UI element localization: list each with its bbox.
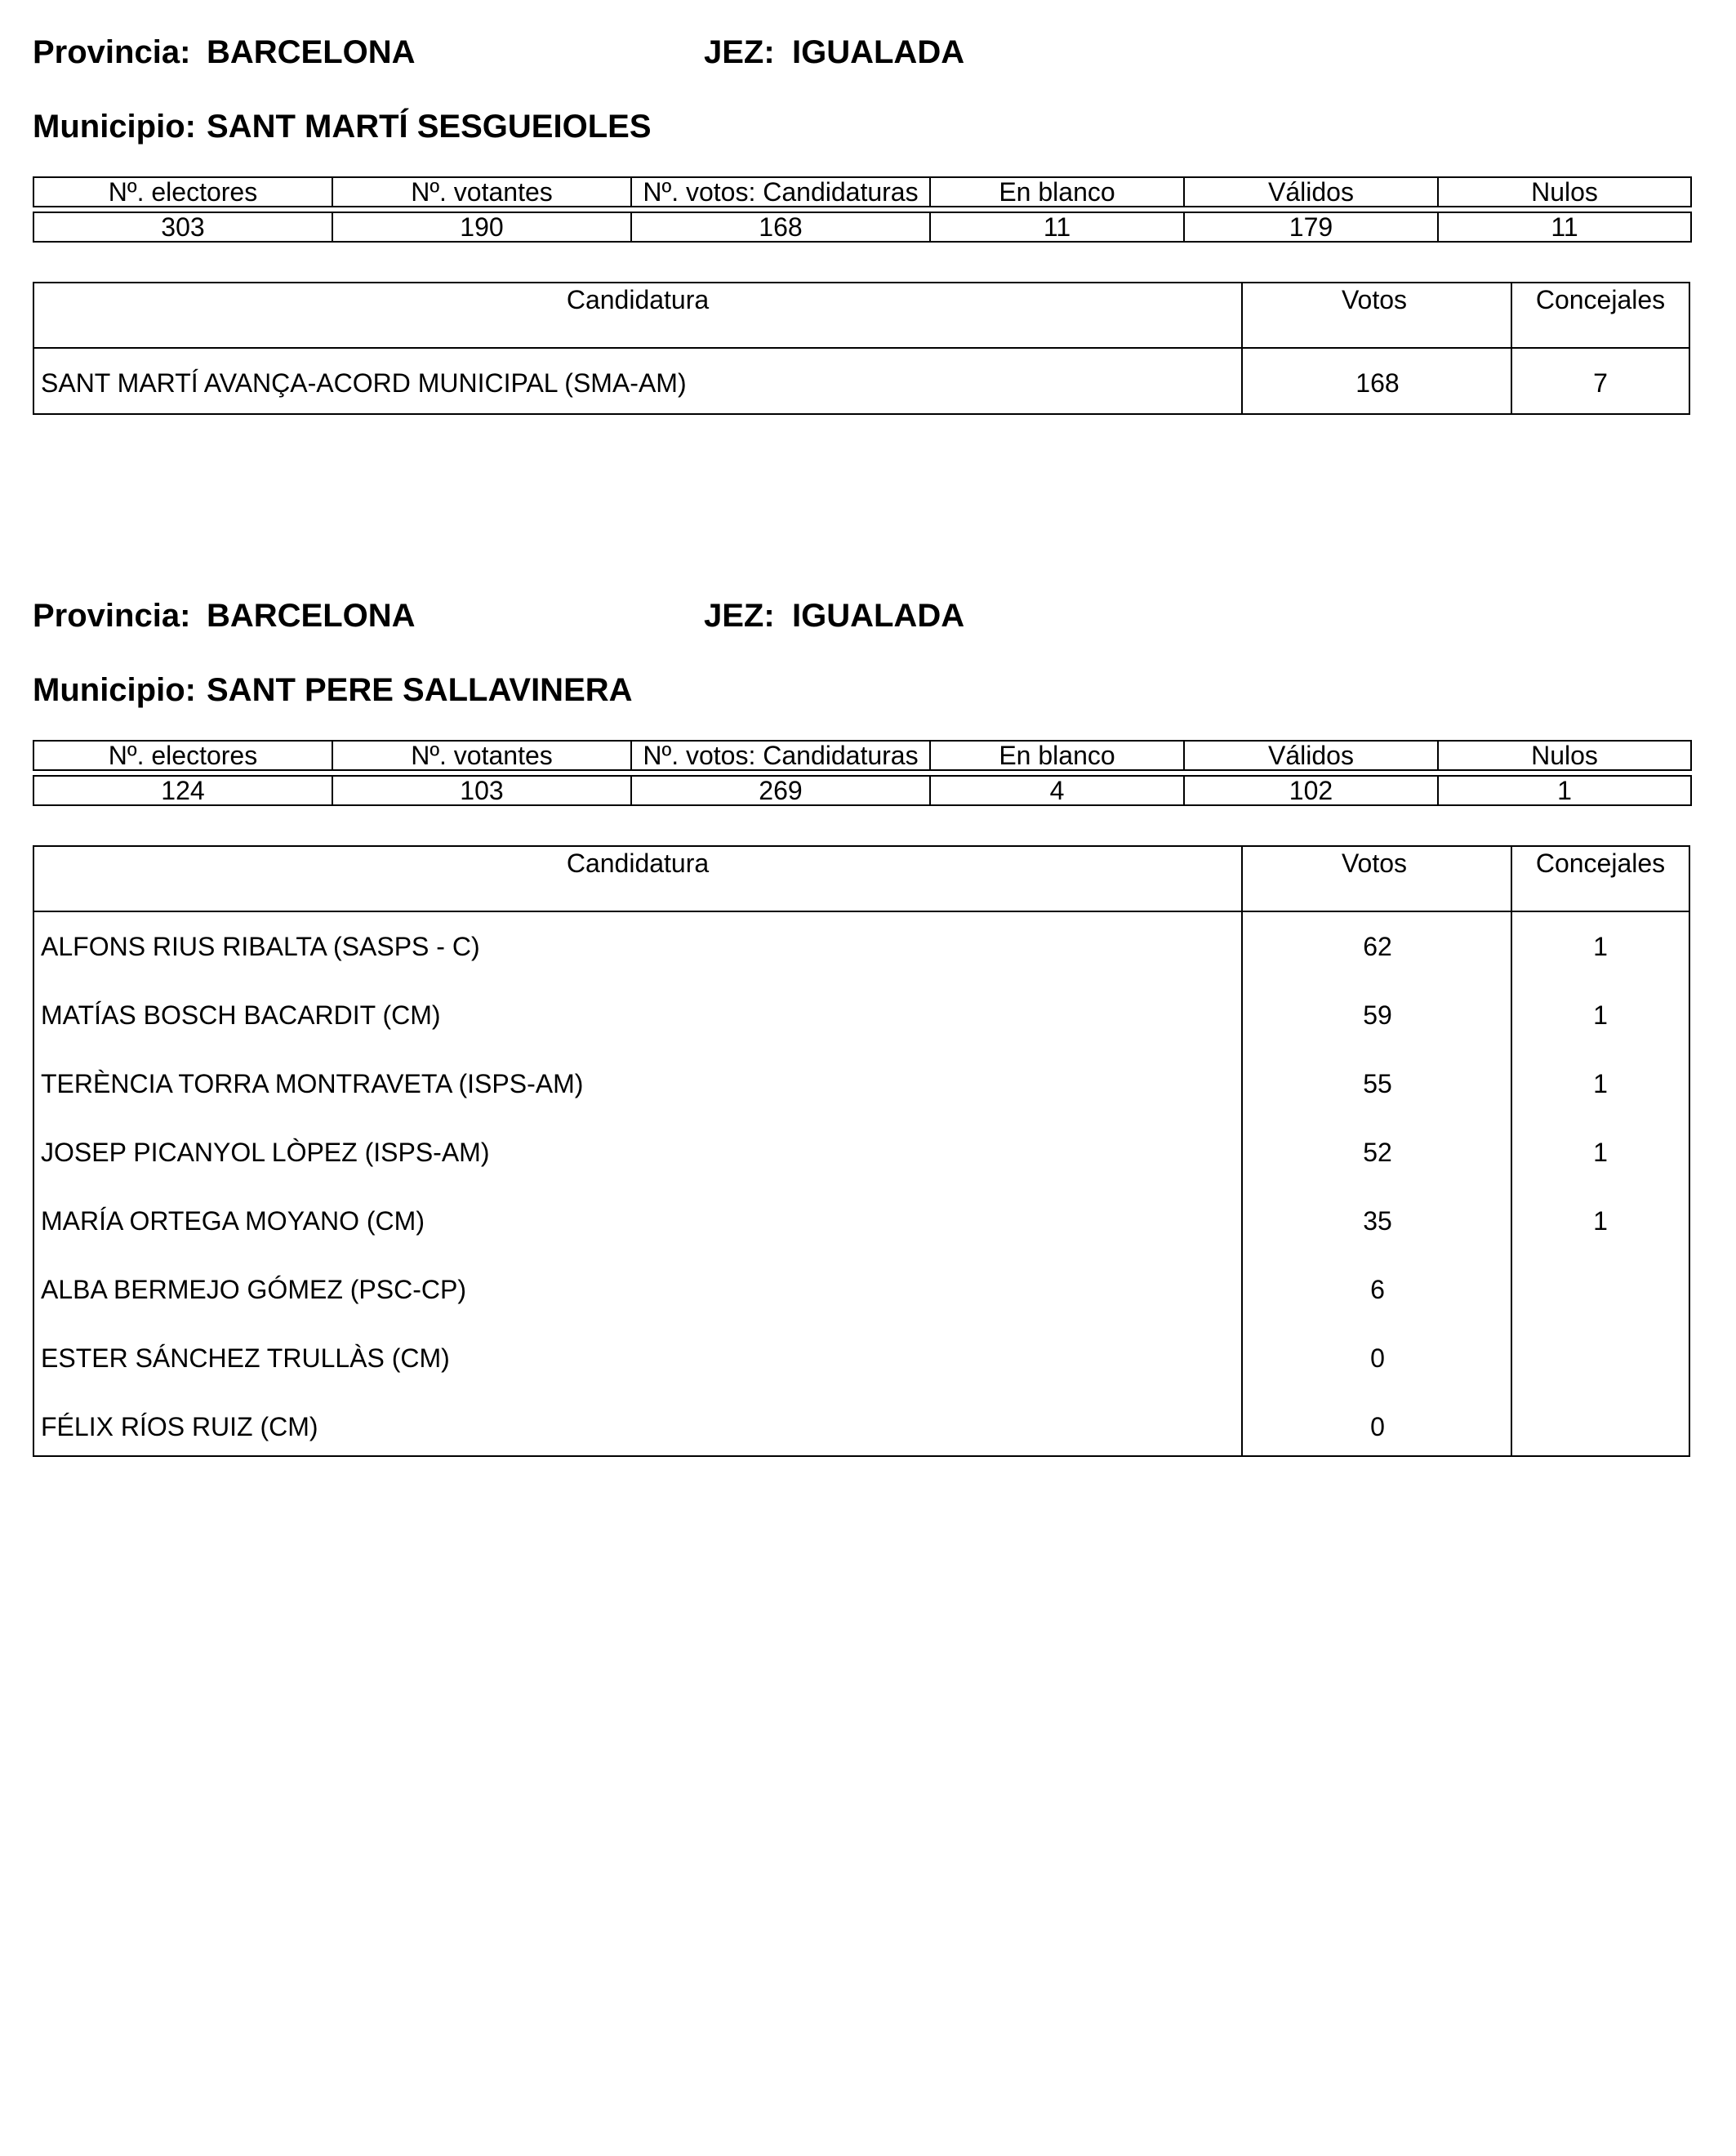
summary-value-cell: 103 — [332, 776, 631, 805]
summary-header-cell: Válidos — [1184, 177, 1438, 207]
candidate-row — [34, 1255, 1689, 1324]
summary-header-cell: Nº. votos: Candidaturas — [631, 741, 930, 770]
municipio-label: Municipio: — [33, 109, 196, 145]
summary-value-cell: 190 — [332, 212, 631, 242]
summary-header-cell: En blanco — [930, 741, 1184, 770]
candidate-seats: 1 — [1593, 932, 1608, 961]
candidate-name: ALFONS RIUS RIBALTA (SASPS - C) — [41, 932, 480, 961]
summary-value-cell: 11 — [930, 212, 1184, 242]
candidate-seats: 1 — [1593, 1000, 1608, 1030]
summary-value-cell: 269 — [631, 776, 930, 805]
summary-value-cell: 102 — [1184, 776, 1438, 805]
candidate-name: FÉLIX RÍOS RUIZ (CM) — [41, 1412, 318, 1441]
summary-header-cell: Nulos — [1438, 177, 1691, 207]
municipality-block — [33, 0, 1690, 425]
summary-value-cell: 303 — [33, 212, 332, 242]
jez-value: IGUALADA — [792, 598, 965, 634]
summary-header-cell: En blanco — [930, 177, 1184, 207]
summary-header-cell: Nº. votantes — [332, 741, 631, 770]
candidate-votes: 52 — [1363, 1138, 1392, 1167]
candidates-header — [34, 283, 1689, 349]
summary-value-cell: 124 — [33, 776, 332, 805]
jez-label: JEZ: — [704, 34, 775, 70]
candidate-name: SANT MARTÍ AVANÇA-ACORD MUNICIPAL (SMA-AM) — [41, 368, 687, 398]
candidate-seats: 1 — [1593, 1138, 1608, 1167]
summary-value-cell: 168 — [631, 212, 930, 242]
candidate-row — [34, 912, 1689, 981]
summary-value-cell: 1 — [1438, 776, 1691, 805]
candidates-table — [33, 282, 1690, 415]
candidate-votes: 6 — [1370, 1275, 1385, 1304]
summary-value-cell: 11 — [1438, 212, 1691, 242]
summary-header-cell: Nº. electores — [33, 741, 332, 770]
candidate-row — [34, 1187, 1689, 1255]
candidate-name: MARÍA ORTEGA MOYANO (CM) — [41, 1206, 425, 1236]
candidate-seats: 7 — [1593, 368, 1608, 398]
candidate-name: MATÍAS BOSCH BACARDIT (CM) — [41, 1000, 441, 1030]
summary-values-table — [33, 775, 1692, 806]
candidate-row — [34, 981, 1689, 1049]
candidate-votes: 59 — [1363, 1000, 1392, 1030]
header-votos: Votos — [1341, 285, 1408, 314]
candidate-row — [34, 1049, 1689, 1118]
jez-label: JEZ: — [704, 598, 775, 634]
candidate-seats: 1 — [1593, 1069, 1608, 1098]
candidate-name: ESTER SÁNCHEZ TRULLÀS (CM) — [41, 1343, 450, 1373]
municipality-block — [33, 564, 1690, 1462]
candidates-header — [34, 847, 1689, 912]
provincia-label: Provincia: — [33, 598, 191, 634]
summary-header-cell: Válidos — [1184, 741, 1438, 770]
provincia-label: Provincia: — [33, 34, 191, 70]
candidate-name: TERÈNCIA TORRA MONTRAVETA (ISPS-AM) — [41, 1069, 584, 1098]
jez-value: IGUALADA — [792, 34, 965, 70]
summary-values-table — [33, 212, 1692, 243]
summary-header-cell: Nº. votantes — [332, 177, 631, 207]
candidate-row — [34, 1392, 1689, 1461]
municipio-value: SANT MARTÍ SESGUEIOLES — [207, 109, 652, 145]
summary-header-table — [33, 176, 1692, 207]
header-candidatura: Candidatura — [566, 849, 710, 878]
candidate-votes: 0 — [1370, 1343, 1385, 1373]
summary-value-cell: 179 — [1184, 212, 1438, 242]
candidate-votes: 168 — [1355, 368, 1400, 398]
candidate-name: ALBA BERMEJO GÓMEZ (PSC-CP) — [41, 1275, 466, 1304]
header-votos: Votos — [1341, 849, 1408, 878]
provincia-value: BARCELONA — [207, 34, 416, 70]
candidate-seats: 1 — [1593, 1206, 1608, 1236]
header-concejales: Concejales — [1535, 849, 1666, 878]
summary-header-cell: Nº. electores — [33, 177, 332, 207]
summary-header-table — [33, 740, 1692, 771]
candidate-votes: 0 — [1370, 1412, 1385, 1441]
header-candidatura: Candidatura — [566, 285, 710, 314]
candidate-name: JOSEP PICANYOL LÒPEZ (ISPS-AM) — [41, 1138, 490, 1167]
candidates-table — [33, 845, 1690, 1457]
summary-header-cell: Nulos — [1438, 741, 1691, 770]
header-concejales: Concejales — [1535, 285, 1666, 314]
provincia-value: BARCELONA — [207, 598, 416, 634]
candidate-votes: 35 — [1363, 1206, 1392, 1236]
candidate-votes: 55 — [1363, 1069, 1392, 1098]
candidate-row — [34, 1118, 1689, 1187]
candidate-row — [34, 1324, 1689, 1392]
candidate-row — [34, 349, 1689, 417]
municipio-label: Municipio: — [33, 672, 196, 708]
candidate-votes: 62 — [1363, 932, 1392, 961]
municipio-value: SANT PERE SALLAVINERA — [207, 672, 633, 708]
summary-value-cell: 4 — [930, 776, 1184, 805]
summary-header-cell: Nº. votos: Candidaturas — [631, 177, 930, 207]
